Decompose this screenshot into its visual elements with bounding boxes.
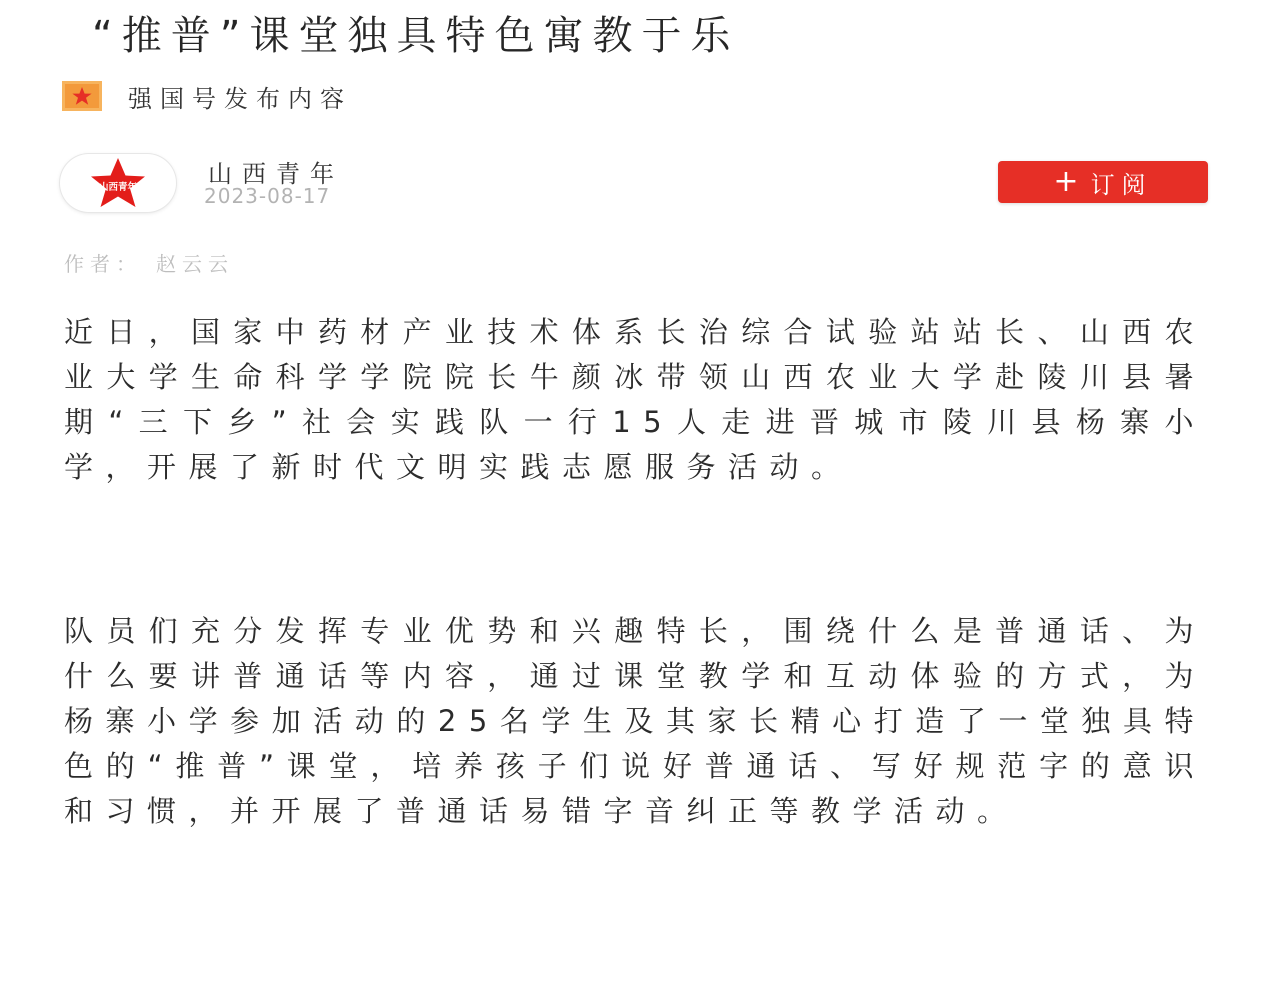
avatar-text: 山西青年 — [98, 182, 138, 193]
author-line — [64, 248, 234, 277]
article-title: “推普”课堂独具特色寓教于乐 — [92, 13, 740, 59]
subscribe-label: 订阅 — [1090, 170, 1153, 199]
source-label: 强国号发布内容 — [128, 84, 352, 113]
article-paragraph-1: 近日，国家中药材产业技术体系长治综合试验站站长、山西农业大学生命科学学院院长牛颜冰带领山西农业大学赴陵川县暑期“三下乡”社会实践队一行15人走进晋城市陵川县杨寨小学，开展了新时代文明实践志愿服务活动。 — [64, 315, 1206, 484]
publish-date: 2023-08-17 — [204, 184, 331, 208]
subscribe-button[interactable] — [998, 161, 1208, 203]
author-label: 作者： — [64, 252, 142, 276]
red-star-logo-icon — [85, 157, 151, 209]
account-name[interactable]: 山西青年 — [208, 160, 344, 188]
xuexi-badge-icon — [62, 81, 102, 111]
article-paragraph-2: 队员们充分发挥专业优势和兴趣特长，围绕什么是普通话、为什么要讲普通话等内容，通过课堂教学和互动体验的方式，为杨寨小学参加活动的25名学生及其家长精心打造了一堂独具特色的“推普”课堂，培养孩子们说好普通话、写好规范字的意识和习惯，并开展了普通话易错字音纠正等教学活动。 — [64, 614, 1206, 828]
source-row — [62, 80, 352, 112]
author-name: 赵云云 — [156, 252, 234, 276]
account-avatar[interactable] — [60, 154, 176, 212]
plus-icon: + — [1053, 164, 1079, 199]
